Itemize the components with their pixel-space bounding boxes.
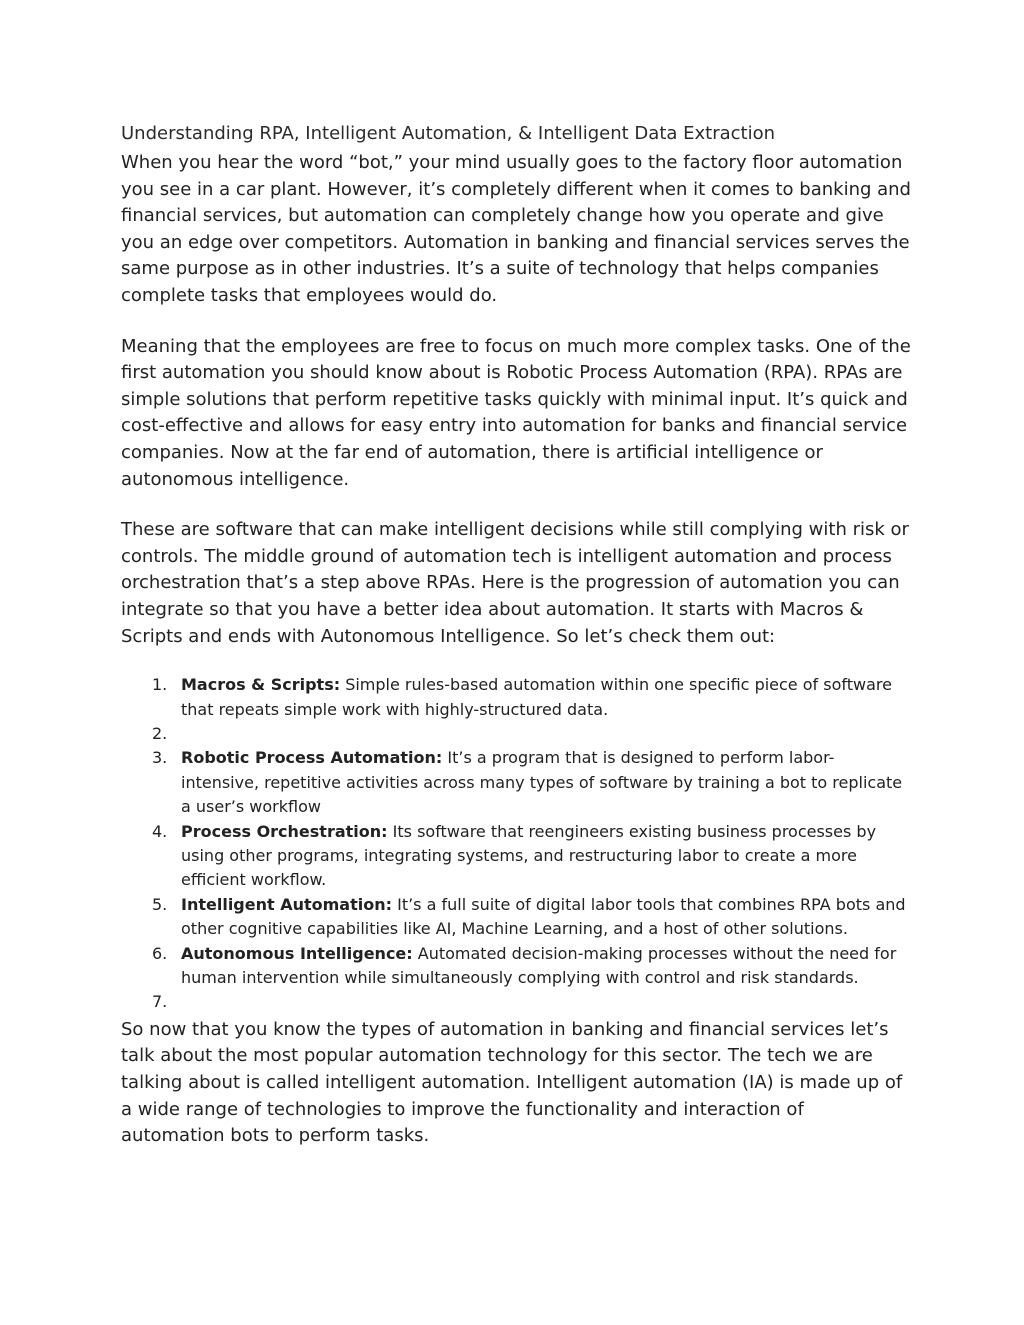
list-item-term: Autonomous Intelligence: [181,943,413,963]
list-item-number: 1. [152,675,168,695]
list-item-text: It’s a program that is designed to perform labor-intensive, repetitive activities across many types of software by training a bot to replicate a user’s workflow [181,748,903,817]
list-item-term: Macros & Scripts: [181,675,341,695]
document-title: Understanding RPA, Intelligent Automation, & Intelligent Data Extraction [121,123,776,144]
list-item-text: Its software that reengineers existing business processes by using other programs, integrating systems, and restructuring labor to create a more efficient workflow. [181,821,877,890]
paragraph-rpa: Meaning that the employees are free to focus on much more complex tasks. One of the first automation you should know about is Robotic Process Automation (RPA). RPAs are simple solutions that perform repetitive tasks quickly with minimal input. It’s quick and cost-effective and allows for easy entry into automation for banks and financial service companies. Now at the far end of automation, there is artificial intelligence or autonomous intelligence. [121,335,911,490]
list-item-number: 4. [152,821,168,841]
paragraph-progression: These are software that can make intelligent decisions while still complying with risk or controls. The middle ground of automation tech is intelligent automation and process orchestration that’s a step above RPAs. Here is the progression of automation you can integrate so that you have a better idea about automation. It starts with Macros & Scripts and ends with Autonomous Intelligence. So let’s check them out: [121,519,909,647]
list-item-text: It’s a full suite of digital labor tools that combines RPA bots and other cognitive capabilities like AI, Machine Learning, and a host of other solutions. [181,894,906,939]
list-item-rpa [121,746,911,819]
list-item-number: 2. [152,723,168,743]
list-item-empty [121,722,911,746]
list-item-number: 5. [152,894,168,914]
list-item-number: 6. [152,943,168,963]
list-item-text: Simple rules-based automation within one specific piece of software that repeats simple work with highly-structured data. [181,675,892,719]
paragraph-conclusion: So now that you know the types of automation in banking and financial services let’s talk about the most popular automation technology for this sector. The tech we are talking about is called intelligent automation. Intelligent automation (IA) is made up of a wide range of technologies to improve the functionality and interaction of automation bots to perform tasks. [121,1018,903,1147]
list-item-intelligent-automation [121,893,911,942]
list-item-number: 3. [152,748,168,768]
list-item-number: 7. [152,992,168,1012]
list-item-text: Automated decision-making processes without the need for human intervention while simultaneously complying with control and risk standards. [181,943,897,987]
document-page [121,121,911,1150]
automation-steps-list [121,673,911,1015]
list-item-macros-scripts [121,673,911,722]
list-item-term: Robotic Process Automation: [181,748,443,768]
list-item-autonomous-intelligence [121,942,911,991]
paragraph-intro: When you hear the word “bot,” your mind usually goes to the factory floor automation you see in a car plant. However, it’s completely different when it comes to banking and financial services, but automation can completely change how you operate and give you an edge over competitors. Automation in banking and financial services serves the same purpose as in other industries. It’s a suite of technology that helps companies complete tasks that employees would do. [121,152,911,306]
list-item-term: Intelligent Automation: [181,894,393,914]
list-item-term: Process Orchestration: [181,821,388,841]
list-item-empty [121,990,911,1014]
list-item-process-orchestration [121,820,911,893]
